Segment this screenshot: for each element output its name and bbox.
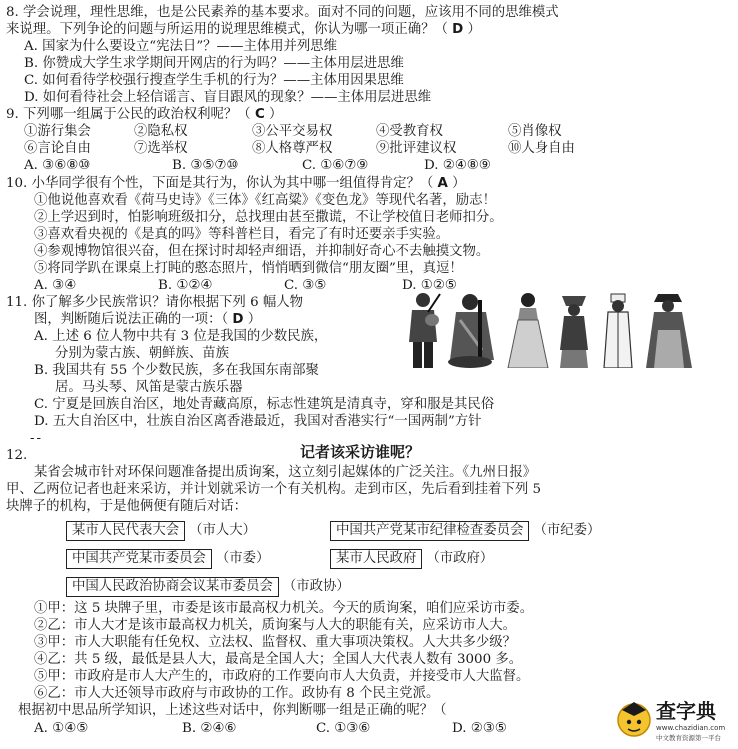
q12-number: 12. xyxy=(6,448,28,463)
sign-row-2: 中国共产党某市委员会 （市委） xyxy=(66,549,269,569)
figure-bagpipe-player xyxy=(404,290,442,368)
sign-party-committee: 中国共产党某市委员会 xyxy=(66,549,212,569)
figure-miao-woman xyxy=(556,290,592,368)
q8-option-b: B. 你赞成大学生求学期间开网店的行为吗？——主体用层进思维 xyxy=(24,56,404,71)
q12-dialog-2: ②乙：市人大才是该市最高权力机关，质询案与人大的职能有关，应采访市人大。 xyxy=(34,618,517,633)
q11-option-c: C. 宁夏是回族自治区，地处青藏高原，标志性建筑是清真寺，穿和服是其民俗 xyxy=(34,397,495,412)
sign-peoples-congress: 某市人民代表大会 xyxy=(66,521,185,541)
sign-row-1b: 中国共产党某市纪律检查委员会 （市纪委） xyxy=(330,521,600,541)
q12-dialog-3: ③甲：市人大职能有任免权、立法权、监督权、重大事项决策权。人大共多少级？ xyxy=(34,635,517,650)
q10-answer: A xyxy=(437,176,448,191)
figure-korean-woman xyxy=(506,290,550,368)
q11-stem-line2: 图，判断随后说法正确的一项：（ D ） xyxy=(34,312,262,327)
q10-statement-3: ③喜欢看央视的《是真的吗》等科普栏目，看完了有时还要亲手实验。 xyxy=(34,227,450,242)
q11-stem-line1: 11. 你了解多少民族常识？请你根据下列 6 幅人物 xyxy=(6,295,304,310)
ethnic-figures-illustration xyxy=(404,290,704,368)
q12-dialog-6: ⑥乙：市人大还领导市政府与市政协的工作。政协有 8 个民主党派。 xyxy=(34,686,440,701)
q8-option-a: A. 国家为什么要设立“宪法日”？——主体用并列思维 xyxy=(24,39,338,54)
figure-hui-man xyxy=(600,290,636,368)
q12-passage-line1: 某省会城市针对环保问题准备提出质询案，这立刻引起媒体的广泛关注。《九州日报》 xyxy=(34,465,537,480)
q8-stem-line2: 来说理。下列争论的问题与所运用的说理思维模式，你认为哪一项正确？（ D ） xyxy=(6,22,481,37)
q10-statement-4: ④参观博物馆很兴奋，但在探讨时却轻声细语，并抑制好奇心不去触摸文物。 xyxy=(34,244,490,259)
q8-option-c: C. 如何看待学校强行搜查学生手机的行为？——主体用因果思维 xyxy=(24,73,404,88)
q9-answer: C xyxy=(254,107,265,122)
sign-cppcc: 中国人民政治协商会议某市委员会 xyxy=(66,577,279,597)
sign-peoples-government: 某市人民政府 xyxy=(330,549,422,569)
q8-option-d: D. 如何看待社会上轻信谣言、盲目跟风的现象？——主体用层进思维 xyxy=(24,90,432,105)
figure-mongolian-musician xyxy=(448,290,498,368)
sign-row-3: 中国人民政治协商会议某市委员会 （市政协） xyxy=(66,577,350,597)
chazidian-logo xyxy=(612,690,738,749)
q8-stem-line1: 8. 学会说理，理性思维，也是公民素养的基本要求。面对不同的问题，应该用不同的思维模式 xyxy=(6,5,559,20)
q11-option-b-line1: B. 我国共有 55 个少数民族，多在我国东南部聚 xyxy=(34,363,319,378)
q10-stem: 10. 小华同学很有个性，下面是其行为，你认为其中哪一组值得肯定？（ A ） xyxy=(6,176,466,191)
q11-option-a-line1: A. 上述 6 位人物中共有 3 位是我国的少数民族， xyxy=(34,329,328,344)
q11-option-d: D. 五大自治区中，壮族自治区离香港最近，我国对香港实行“一国两制”方针 xyxy=(34,414,482,429)
q10-statement-2: ②上学迟到时，怕影响班级扣分，总找理由甚至撒谎，不让学校值日老师扣分。 xyxy=(34,210,503,225)
q12-question: 根据初中思品所学知识，上述这些对话中，你判断哪一组是正确的呢？（ xyxy=(18,703,447,718)
dash-mark: -- xyxy=(30,431,44,446)
svg-text:中文教育资源第一平台: 中文教育资源第一平台 xyxy=(656,734,721,742)
q12-passage-line3: 块牌子的机构，于是他俩便有随后对话： xyxy=(6,499,248,514)
q12-dialog-4: ④乙：共 5 级，最低是县人大，最高是全国人大；全国人大代表人数有 3000 多。 xyxy=(34,652,523,667)
q10-statement-5: ⑤将同学趴在课桌上打盹的憨态照片，悄悄晒到微信“朋友圈”里，真逗！ xyxy=(34,261,463,276)
q12-dialog-1: ①甲：这 5 块牌子里，市委是该市最高权力机关。今天的质询案，咱们应采访市委。 xyxy=(34,601,534,616)
q10-statement-1: ①他说他喜欢看《荷马史诗》《三体》《红高粱》《变色龙》等现代名著，励志！ xyxy=(34,193,496,208)
q11-answer: D xyxy=(232,312,244,327)
figure-zhuang-woman xyxy=(644,290,694,368)
q9-stem: 9. 下列哪一组属于公民的政治权利呢？（ C ） xyxy=(6,107,283,122)
svg-text:查字典: 查字典 xyxy=(656,699,716,723)
sign-discipline-commission: 中国共产党某市纪律检查委员会 xyxy=(330,521,529,541)
q12-title: 记者该采访谁呢？ xyxy=(300,443,421,461)
sign-row-2b: 某市人民政府 （市政府） xyxy=(330,549,493,569)
sign-row-1: 某市人民代表大会 （市人大） xyxy=(66,521,256,541)
exam-page: 8. 学会说理，理性思维，也是公民素养的基本要求。面对不同的问题，应该用不同的思维模式 来说理。下列争论的问题与所运用的说理思维模式，你认为哪一项正确？（ D ） A. 国家为什么要设立“宪法日”？——主体用并列思维 B. 你赞成大学生求学期间开网店的行为吗？——主体用层进思维 C. 如何看待学校强行搜查学生手机的行为？——主体用因果思维 D. 如何看待社会上轻信谣言、盲目跟风的现象？——主体用层进思维 9. 下列哪一组属于公民的政治权利呢？（ C ） ①游行集会 ②隐私权 ③公平交易权 ④受教育权 ⑤肖像权 ⑥言论自由 ⑦选举权 ⑧人格尊严权 ⑨批评建议权 ⑩人身自由 A. ③⑥⑧⑩ B. ③⑤⑦⑩ C. ①⑥⑦⑨ D. ②④⑧⑨ 10. 小华同学很有个性，下面是其行为，你认为其中哪一组值得肯定？（ A ） ①他说他喜欢看《荷马史诗》《三体》《红高粱》《变色龙》等现代名著，励志！ ②上学迟到时，怕影响班级扣分，总找理由甚至撒谎，不让学校值日老师扣分。 ③喜欢看央视的《是真的吗》等科普栏目，看完了有时还要亲手实验。 ④参观博物馆很兴奋，但在探讨时却轻声细语，并抑制好奇心不去触摸文物。 ⑤将同学趴在课桌上打盹的憨态照片，悄悄晒到微信“朋友圈”里，真逗！ A. ③④ B. ①②④ C. ③⑤ D. ①②⑤ 11. 你了解多少民族常识？请你根据下列 6 幅人物 图，判断随后说法正确的一项：（ D ） A. 上述 6 位人物中共有 3 位是我国的少数民族， 分别为蒙古族、朝鲜族、苗族 B. 我国共有 55 个少数民族，多在我国东南部聚 居。马头琴、风笛是蒙古族乐器 C. 宁夏是回族自治区，地处青藏高原，标志性建筑是清真寺，穿和服是其民俗 D. 五大自治区中，壮族自治区离香港最近，我国对香港实行“一国两制”方针 -- 12. 记者该采访谁呢？ 某省会城市针对环保问题准备提出质询案，这立刻引起媒体的广泛关注。《九州日报》 甲、乙两位记者也赶来采访，并计划就采访一个有关机构。走到市区，先后看到挂着下列 5 块牌子的机构，于是他俩便有随后对话： 某市人民代表大会 （市人大） 中国共产党某市纪律检查委员会 （市纪委） 中国共产党某市委员会 （市委） 某市人民政府 （市政府） 中国人民政治协商会议某市委员会 （市政协） ①甲：这 5 块牌子里，市委是该市最高权力机关。今天的质询案，咱们应采访市委。 ②乙：市人大才是该市最高权力机关，质询案与人大的职能有关，应采访市人大。 ③甲：市人大职能有任免权、立法权、监督权、重大事项决策权。人大共多少级？ ④乙：共 5 级，最低是县人大，最高是全国人大；全国人大代表人数有 3000 多。 ⑤甲：市政府是市人大产生的，市政府的工作要向市人大负责，并接受市人大监督。 ⑥乙：市人大还领导市政府与市政协的工作。政协有 8 个民主党派。 根据初中思品所学知识，上述这些对话中，你判断哪一组是正确的呢？（ A. ①④⑤ B. ②④⑥ C. ①③⑥ D. ②③⑤ 查字典 www.chazidian.com 中文教育资源第一平台 xyxy=(0,0,738,749)
q12-dialog-5: ⑤甲：市政府是市人大产生的，市政府的工作要向市人大负责，并接受市人大监督。 xyxy=(34,669,530,684)
q11-option-b-line2: 居。马头琴、风笛是蒙古族乐器 xyxy=(55,380,243,395)
q12-passage-line2: 甲、乙两位记者也赶来采访，并计划就采访一个有关机构。走到市区，先后看到挂着下列 5 xyxy=(6,482,542,497)
q11-option-a-line2: 分别为蒙古族、朝鲜族、苗族 xyxy=(55,346,230,361)
svg-text:www.chazidian.com: www.chazidian.com xyxy=(656,724,726,732)
q8-answer: D xyxy=(452,22,464,37)
